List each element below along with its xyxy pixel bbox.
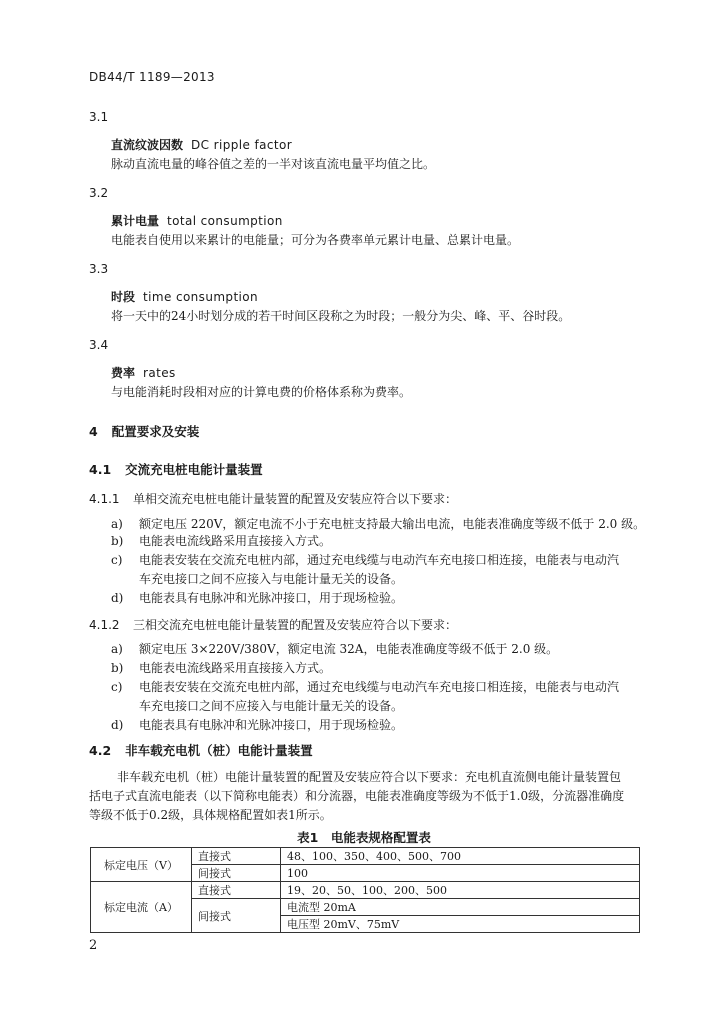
clause-4-1-1: [89, 490, 457, 507]
term-definition: 将一天中的24小时划分成的若干时间区段称之为时段；一般分为尖、峰、平、谷时段。: [111, 309, 571, 323]
subsection-number: 4.2: [89, 743, 112, 758]
row-header-current: 标定电流（A）: [91, 882, 192, 933]
list-text: 电能表安装在交流充电桩内部，通过充电线缆与电动汽车充电接口相连接，电能表与电动汽: [139, 680, 620, 694]
list-item: [111, 640, 558, 657]
document-code-header: DB44/T 1189—2013: [89, 70, 215, 84]
list-marker: d): [111, 718, 124, 732]
list-text-continuation: 车充电接口之间不应接入与电能计量无关的设备。: [139, 699, 404, 713]
clause-number: 3.4: [89, 338, 109, 352]
list-item: [111, 515, 645, 532]
term-english: rates: [143, 366, 176, 380]
list-text: 额定电压 3×220V/380V，额定电流 32A，电能表准确度等级不低于 2.0 级。: [139, 642, 559, 656]
value-cell: 100: [281, 865, 640, 882]
list-text: 电能表电流线路采用直接接入方式。: [139, 661, 332, 675]
subsection-number: 4.1: [89, 462, 112, 477]
section-heading: [89, 422, 199, 440]
list-marker: b): [111, 534, 124, 548]
table-caption: 表1 电能表规格配置表: [297, 830, 431, 845]
mode-cell: 直接式: [192, 848, 281, 865]
page-number: 2: [89, 938, 98, 953]
term-title: [111, 288, 258, 305]
term-chinese: 累计电量: [111, 214, 160, 228]
list-item: [111, 716, 403, 733]
subsection-heading: [89, 741, 313, 759]
row-header-voltage: 标定电压（V）: [91, 848, 192, 882]
list-text-continuation: 车充电接口之间不应接入与电能计量无关的设备。: [139, 572, 404, 586]
list-item: [111, 589, 403, 606]
list-text: 额定电压 220V，额定电流不小于充电桩支持最大输出电流，电能表准确度等级不低于 2.0 级。: [139, 517, 646, 531]
term-english: total consumption: [167, 214, 283, 228]
subsection-title: 交流充电桩电能计量装置: [125, 462, 263, 477]
clause-number: 3.3: [89, 262, 109, 276]
list-marker: b): [111, 661, 124, 675]
paragraph-line: 非车载充电机（桩）电能计量装置的配置及安装应符合以下要求：充电机直流侧电能计量装置包: [117, 770, 622, 784]
term-title: [111, 136, 292, 153]
clause-4-1-2: [89, 616, 457, 633]
list-marker: a): [111, 642, 123, 656]
term-chinese: 费率: [111, 366, 136, 380]
subsection-title: 非车载充电机（桩）电能计量装置: [125, 743, 313, 758]
mode-cell: 间接式: [192, 899, 281, 933]
clause-number: 4.1.2: [89, 618, 120, 632]
subsection-heading: [89, 460, 263, 478]
list-item: [111, 678, 619, 695]
list-marker: c): [111, 553, 123, 567]
clause-number: 4.1.1: [89, 492, 120, 506]
mode-cell: 直接式: [192, 882, 281, 899]
section-number: 4: [89, 424, 98, 439]
section-title: 配置要求及安装: [111, 424, 200, 439]
table-row: [91, 848, 640, 865]
term-definition: 脉动直流电量的峰谷值之差的一半对该直流电量平均值之比。: [111, 157, 436, 171]
term-title: [111, 212, 283, 229]
list-item: [111, 551, 619, 568]
list-marker: d): [111, 591, 124, 605]
value-cell: 电流型 20mA: [281, 899, 640, 916]
term-english: time consumption: [143, 290, 259, 304]
clause-text: 单相交流充电桩电能计量装置的配置及安装应符合以下要求：: [133, 492, 458, 506]
list-text: 电能表具有电脉冲和光脉冲接口，用于现场检验。: [139, 718, 404, 732]
term-definition: 与电能消耗时段相对应的计算电费的价格体系称为费率。: [111, 385, 412, 399]
value-cell: 48、100、350、400、500、700: [281, 848, 640, 865]
list-item: [111, 659, 331, 676]
list-text: 电能表安装在交流充电桩内部，通过充电线缆与电动汽车充电接口相连接，电能表与电动汽: [139, 553, 620, 567]
term-chinese: 时段: [111, 290, 136, 304]
value-cell: 19、20、50、100、200、500: [281, 882, 640, 899]
clause-number: 3.1: [89, 110, 109, 124]
clause-number: 3.2: [89, 186, 109, 200]
list-marker: a): [111, 517, 123, 531]
term-definition: 电能表自使用以来累计的电能量；可分为各费率单元累计电量、总累计电量。: [111, 233, 520, 247]
term-chinese: 直流纹波因数: [111, 138, 184, 152]
paragraph-line: 括电子式直流电能表（以下简称电能表）和分流器，电能表准确度等级为不低于1.0级，分流器准确度: [89, 789, 625, 803]
paragraph-line: 等级不低于0.2级，具体规格配置如表1所示。: [89, 808, 332, 822]
mode-cell: 间接式: [192, 865, 281, 882]
value-cell: 电压型 20mV、75mV: [281, 916, 640, 933]
term-title: [111, 364, 176, 381]
list-text: 电能表电流线路采用直接接入方式。: [139, 534, 332, 548]
table-row: [91, 882, 640, 899]
term-english: DC ripple factor: [191, 138, 293, 152]
clause-text: 三相交流充电桩电能计量装置的配置及安装应符合以下要求：: [133, 618, 458, 632]
list-marker: c): [111, 680, 123, 694]
spec-table: [90, 847, 640, 933]
list-item: [111, 532, 331, 549]
list-text: 电能表具有电脉冲和光脉冲接口，用于现场检验。: [139, 591, 404, 605]
